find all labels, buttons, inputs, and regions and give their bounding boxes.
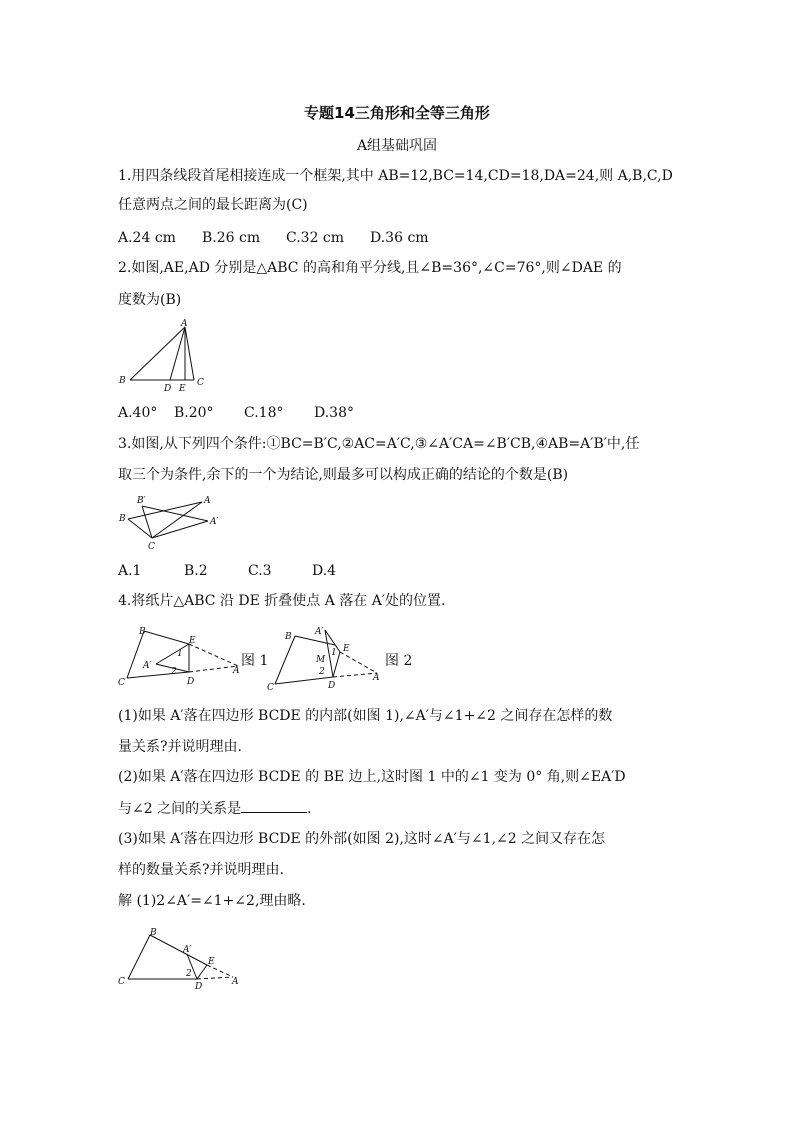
q4-fig3-label-2: 2: [186, 969, 192, 979]
q4-fig2-label-a: A: [373, 673, 380, 683]
q3-label-c: C: [148, 542, 155, 552]
q2-option-b: B.20°: [174, 405, 214, 421]
q4-part3-line2: 样的数量关系?并说明理由.: [118, 862, 284, 878]
q4-fig2-label-m: M: [316, 655, 326, 665]
q2-label-e: E: [179, 384, 186, 394]
q2-label-c: C: [197, 378, 204, 388]
q2-options: [118, 403, 354, 423]
q4-fig1-label-d: D: [187, 677, 195, 687]
q2-figure: [115, 316, 215, 396]
q2-stem-line1: 2.如图,AE,AD 分别是△ABC 的高和角平分线,且∠B=36°,∠C=76°,则∠DAE 的: [118, 260, 622, 276]
q4-fig1-label-e: E: [189, 636, 196, 646]
page-title: 专题14三角形和全等三角形: [304, 104, 490, 122]
q1-stem-line1: 1.用四条线段首尾相接连成一个框架,其中 AB=12,BC=14,CD=18,DA=24,则 A,B,C,D: [118, 168, 673, 184]
q1-option-b: B.26 cm: [202, 230, 261, 246]
q4-part1-line1: (1)如果 A′落在四边形 BCDE 的内部(如图 1),∠A′与∠1+∠2 之间存在怎样的数: [118, 708, 613, 724]
q4-part2-line1: (2)如果 A′落在四边形 BCDE 的 BE 边上,这时图 1 中的∠1 变为 0° 角,则∠EA′D: [118, 769, 626, 785]
q2-option-c: C.18°: [244, 405, 284, 421]
q1-option-c: C.32 cm: [286, 230, 345, 246]
q3-option-c: C.3: [248, 563, 272, 579]
q3-label-a-prime: A′: [210, 517, 219, 527]
q4-part2-suffix: .: [307, 801, 312, 817]
q3-stem-line1: 3.如图,从下列四个条件:①BC=B′C,②AC=A′C,③∠A′CA=∠B′CB,④AB=A′B′中,任: [118, 436, 640, 452]
q3-label-b-prime: B′: [137, 496, 146, 506]
q4-fig3-label-e: E: [208, 957, 215, 967]
q3-option-b: B.2: [184, 563, 208, 579]
q4-fig3-label-d: D: [195, 982, 203, 990]
q4-fig1-caption: 图 1: [241, 653, 269, 669]
q4-fig2-caption: 图 2: [385, 653, 413, 669]
q1-options: [118, 228, 429, 248]
q4-fig1-label-1: 1: [177, 649, 183, 659]
q4-part2-line2: [118, 798, 312, 819]
q4-fig1-label-b: B: [139, 627, 146, 637]
q4-fig3-label-b: B: [150, 928, 157, 938]
q2-option-a: A.40°: [118, 405, 158, 421]
q4-fig3-label-c: C: [118, 977, 125, 987]
q2-label-b: B: [119, 376, 126, 386]
q2-label-d: D: [164, 384, 172, 394]
q1-option-d: D.36 cm: [370, 230, 429, 246]
q4-fig1-label-a-prime: A′: [143, 661, 152, 671]
q4-fig3-label-a-prime: A′: [183, 945, 192, 955]
q3-label-a: A: [204, 496, 211, 506]
q4-fig2-label-1: 1: [331, 648, 337, 658]
q4-fig2-label-2: 2: [319, 667, 325, 677]
q4-figure2: [265, 620, 390, 690]
q4-solution: 解 (1)2∠A′=∠1+∠2,理由略.: [118, 893, 306, 909]
q4-fig2-label-a-prime: A′: [315, 627, 324, 637]
q4-figure1: [115, 622, 245, 688]
q4-part1-line2: 量关系?并说明理由.: [118, 739, 242, 755]
q4-part3-line1: (3)如果 A′落在四边形 BCDE 的外部(如图 2),这时∠A′与∠1,∠2 之间又存在怎: [118, 831, 606, 847]
q2-label-a: A: [181, 319, 188, 329]
q3-figure: [115, 490, 235, 552]
q4-fig2-label-e: E: [343, 644, 350, 654]
q3-option-d: D.4: [312, 563, 337, 579]
section-subtitle: A组基础巩固: [356, 138, 438, 154]
q3-option-a: A.1: [118, 563, 142, 579]
q4-fig1-label-a: A: [233, 666, 240, 676]
q3-label-b: B: [119, 514, 126, 524]
q3-stem-line2: 取三个为条件,余下的一个为结论,则最多可以构成正确的结论的个数是(B): [118, 467, 569, 483]
q4-intro: 4.将纸片△ABC 沿 DE 折叠使点 A 落在 A′处的位置.: [118, 593, 446, 609]
q4-fig2-label-b: B: [285, 632, 292, 642]
q2-stem-line2: 度数为(B): [118, 292, 182, 308]
q4-fig1-label-2: 2: [171, 667, 177, 677]
q1-stem-line2: 任意两点之间的最长距离为(C): [118, 197, 308, 213]
q4-fig3-label-a: A: [232, 977, 239, 987]
q4-part2-prefix: 与∠2 之间的关系是: [118, 801, 242, 817]
q4-fig2-label-c: C: [267, 683, 274, 690]
q4-fig2-label-d: D: [328, 681, 336, 690]
q4-fig1-label-c: C: [118, 678, 125, 688]
q1-option-a: A.24 cm: [118, 230, 176, 246]
q2-option-d: D.38°: [314, 405, 354, 421]
q4-solution-figure: [115, 922, 245, 990]
q3-options: [118, 561, 336, 581]
q4-answer-blank: [241, 798, 307, 813]
